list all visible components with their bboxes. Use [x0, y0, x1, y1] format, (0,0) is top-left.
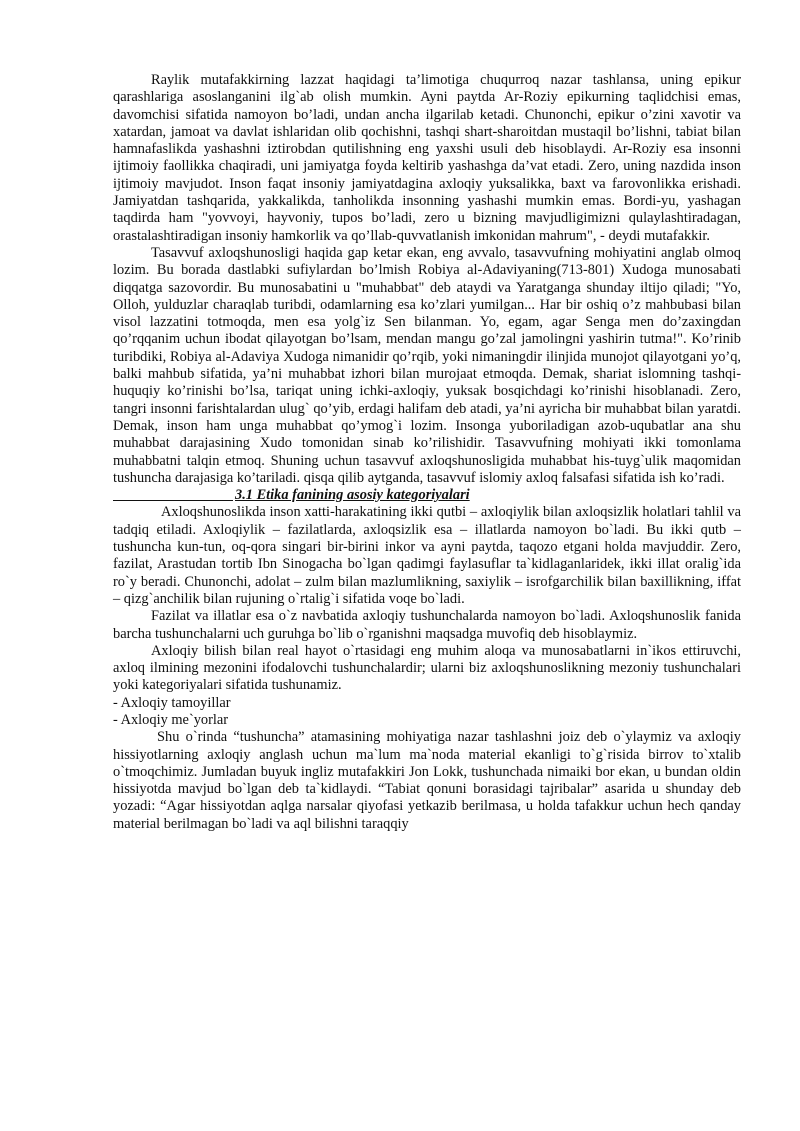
section-heading	[113, 487, 741, 504]
paragraph-fazilat: Fazilat va illatlar esa o`z navbatida axloqiy tushunchalarda namoyon bo`ladi. Axloqshunoslik fanida barcha tushunchalarni uch guruhga bo`lib o`rganishni maqsadga muvofiq deb hisoblaymiz.	[113, 608, 741, 642]
list-item-meyorlar: - Axloqiy me`yorlar	[113, 711, 229, 728]
document-page	[113, 72, 741, 833]
paragraph-tasavvuf: Tasavvuf axloqshunosligi haqida gap ketar ekan, eng avvalo, tasavvufning mohiyatini anglab olmoq lozim. Bu borada dastlabki sufiylardan bo’lmish Robiya al-Adaviyaning(713-801) Xudoga munosabati diqqatga sazovordir. Bu munosabatini u "muhabbat" deb ataydi va Yaratganga shunday iltijo qiladi; "Yo, Olloh, yulduzlar charaqlab turibdi, odamlarning esa ko’zlari yumilgan... Har bir oshiq o’z mahbubasi bilan visol lazzatini totmoqda, men esa yolg`iz Sen bilanman. Yo, egam, agar Senga men do’zaxingdan qo’rqqanim uchun ibodat qilayotgan bo’lsam, mendan mangu go’zal jamolingni yashirin tutma!". Ko’rinib turibdiki, Robiya al-Adaviya Xudoga nimanidir qo’rqib, yoki nimaningdir ilinjida munojot qilayotgani yo’q, balki mahbub sifatida, ya’ni muhabbat izhori bilan murojaat etmoqda. Demak, shariat islomning tashqi-huquqiy ko’rinishi bo’lsa, tariqat uning ichki-axloqiy, yuksak bosqichdagi ko’rinishi hisoblanadi. Zero, tangri insonni farishtalardan ulug` qo’yib, erdagi halifam deb atadi, ya’ni ayricha bir muhabbat bilan yaratdi. Demak, inson ham unga muhabbat qo’ymog`i lozim. Insonga yuboriladigan azob-uqubatlar ana shu muhabbat darajasining Xudo tomonidan sinab ko’rilishidir. Tasavvufning mohiyati ikki tomonlama muhabbatni talqin etmoq. Shuning uchun tasavvuf axloqshunosligida muhabbat his-tuyg`ulik maqomidan tushuncha darajasiga ko’tariladi. qisqa qilib aytganda, tasavvuf islomiy axloq falsafasi sifatida ish ko’radi.	[113, 244, 741, 486]
list-item-tamoyillar: - Axloqiy tamoyillar	[113, 694, 231, 711]
paragraph-axloqiy-bilish: Axloqiy bilish bilan real hayot o`rtasidagi eng muhim aloqa va munosabatlarni in`ikos ettiruvchi, axloq ilmining mezonini ifodalovchi tushunchalardir; ularni biz axloqshunoslikning mezoniy tushunchalari yoki kategoriyalari sifatida tushunamiz.	[113, 642, 741, 694]
paragraph-tushuncha: Shu o`rinda “tushuncha” atamasining mohiyatiga nazar tashlashni joiz deb o`ylaymiz va axloqiy hissiyotlarning axloqiy anglash uchun ma`lum ma`noda material ekanligi to`g`risida birrov to`xtalib o`tmoqchimiz. Jumladan buyuk ingliz mutafakkiri Jon Lokk, tushunchada nimaiki bor ekan, u bundan oldin hissiyotda mavjud bo`lgan deb ta`kidlaydi. “Tabiat qonuni borasidagi tajribalar” asarida u shunday deb yozadi: “Agar hissiyotdan aqlga narsalar qiyofasi yetkazib berilmasa, u holda tafakkur uchun hech qanday material berilmagan bo`ladi va aql bilishni taraqqiy	[113, 729, 741, 832]
section-heading-text: 3.1 Etika fanining asosiy kategoriyalari	[235, 487, 470, 504]
paragraph-ar-roziy: Raylik mutafakkirning lazzat haqidagi ta’limotiga chuqurroq nazar tashlansa, uning epikur qarashlariga asoslanganini ilg`ab olish mumkin. Ayni paytda Ar-Roziy epikurning taqlidchisi emas, davomchisi sifatida namoyon bo’ladi, undan ancha ilgarilab ketadi. Chunonchi, epikur o’zini xavotir va xatardan, jamoat va davlat ishlaridan olib qochishni, tashqi shart-sharoitdan mustaqil bo’lishni, tabiat bilan hamnafaslikda yashashni iztirobdan qutilishning eng yaxshi usuli deb hisoblaydi. Ar-Roziy esa insonni ijtimoiy faollikka chaqiradi, uni jamiyatga foyda keltirib yashashga da’vat etadi. Zero, uning nazdida inson ijtimoiy mavjudot. Inson faqat insoniy jamiyatdagina axloqiy yuksalikka, baxt va farovonlikka erishadi. Jamiyatdan tashqarida, yakkalikda, tanholikda insonning yashashi mumkin emas. Bordi-yu, yashagan taqdirda ham "yovvoyi, hayvoniy, tupos bo’ladi, zero u bizning mavjudligimizni qulaylashtiradagan, orastalashtiradigan insoniy hamkorlik va qo’llab-quvvatlanish imkonidan mahrum", - deydi mutafakkir.	[113, 72, 741, 244]
paragraph-axloqshunoslik: Axloqshunoslikda inson xatti-harakatining ikki qutbi – axloqiylik bilan axloqsizlik holatlari tahlil va tadqiq etiladi. Axloqiylik – fazilatlarda, axloqsizlik esa – illatlarda namoyon bo`ladi. Bu ikki qutb – tushuncha kun-tun, oq-qora singari bir-birini inkor va ayni paytda, taqozo etgani holda mavjuddir. Zero, fazilat, Arastudan tortib Ibn Sinogacha bo`lgan qadimgi faylasuflar ta`kidlaganlaridek, ikki illat oralig`ida ro`y beradi. Chunonchi, adolat – zulm bilan mazlumlikning, saxiylik – isrofgarchilik bilan baxillikning, iffat – qizg`anchilik bilan rujuning o`rtalig`i sifatida voqe bo`ladi.	[113, 504, 741, 607]
heading-rule	[113, 500, 233, 501]
